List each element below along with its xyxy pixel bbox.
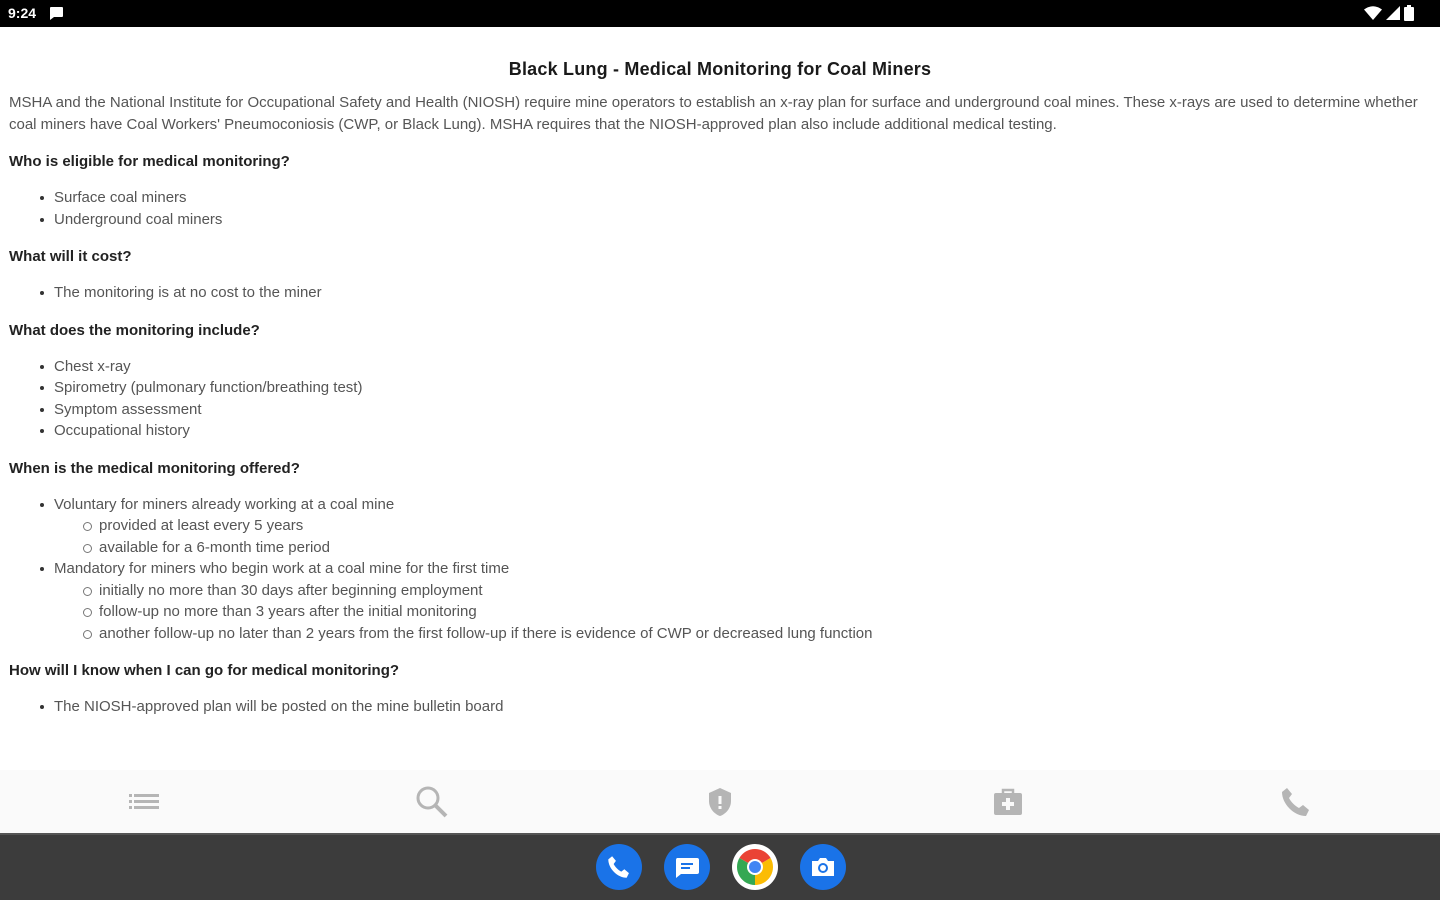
status-icons bbox=[1364, 5, 1414, 21]
list-item: Symptom assessment bbox=[9, 399, 1431, 421]
list-item: Chest x-ray bbox=[9, 356, 1431, 378]
phone-app-button[interactable] bbox=[596, 844, 642, 890]
messages-app-icon bbox=[673, 853, 701, 881]
nav-phone-button[interactable] bbox=[1152, 770, 1440, 833]
battery-icon bbox=[1404, 5, 1414, 21]
status-bar bbox=[0, 0, 1440, 27]
nav-shield-button[interactable] bbox=[576, 770, 864, 833]
sub-list-item: provided at least every 5 years bbox=[9, 515, 1431, 537]
section-question: When is the medical monitoring offered? bbox=[9, 459, 300, 477]
phone-icon bbox=[1279, 785, 1313, 819]
sub-list-item: initially no more than 30 days after beginning employment bbox=[9, 580, 1431, 602]
sub-list-item: available for a 6-month time period bbox=[9, 537, 1431, 559]
list-item: Underground coal miners bbox=[9, 209, 1431, 231]
nav-medical-button[interactable] bbox=[864, 770, 1152, 833]
chrome-app-icon bbox=[732, 844, 778, 890]
shield-icon bbox=[703, 785, 737, 819]
nav-search-button[interactable] bbox=[288, 770, 576, 833]
list-item: The NIOSH-approved plan will be posted on the mine bulletin board bbox=[9, 696, 1431, 718]
answer-list bbox=[9, 356, 1431, 442]
messages-app-button[interactable] bbox=[664, 844, 710, 890]
sub-list-item: follow-up no more than 3 years after the initial monitoring bbox=[9, 601, 1431, 623]
chrome-app-button[interactable] bbox=[732, 844, 778, 890]
system-dock bbox=[0, 833, 1440, 900]
list-item: Spirometry (pulmonary function/breathing test) bbox=[9, 377, 1431, 399]
section-question: What does the monitoring include? bbox=[9, 321, 260, 339]
first-aid-kit-icon bbox=[991, 785, 1025, 819]
answer-list bbox=[9, 187, 1431, 230]
list-item: The monitoring is at no cost to the miner bbox=[9, 282, 1431, 304]
answer-list bbox=[9, 282, 1431, 304]
nav-list-button[interactable] bbox=[0, 770, 288, 833]
camera-app-icon bbox=[809, 853, 837, 881]
wifi-icon bbox=[1364, 6, 1382, 20]
list-item: Mandatory for miners who begin work at a coal mine for the first time bbox=[9, 558, 1431, 580]
phone-app-icon bbox=[606, 854, 632, 880]
sub-list-item: another follow-up no later than 2 years from the first follow-up if there is evidence of CWP or decreased lung function bbox=[9, 623, 1431, 645]
intro-paragraph: MSHA and the National Institute for Occupational Safety and Health (NIOSH) require mine operators to establish an x-ray plan for surface and underground coal mines. These x-rays are used to determine whether coal miners have Coal Workers' Pneumoconiosis (CWP, or Black Lung). MSHA requires that the NIOSH-approved plan also include additional medical testing. bbox=[9, 94, 1418, 133]
article-content bbox=[0, 27, 1440, 770]
bottom-navigation bbox=[0, 770, 1440, 833]
list-icon bbox=[127, 785, 161, 819]
section-question: What will it cost? bbox=[9, 248, 132, 265]
status-time: 9:24 bbox=[8, 5, 37, 21]
search-icon bbox=[415, 785, 449, 819]
notification-icon bbox=[48, 6, 64, 20]
answer-list bbox=[9, 696, 1431, 718]
section-question: How will I know when I can go for medical monitoring? bbox=[9, 662, 400, 679]
signal-icon bbox=[1386, 6, 1400, 20]
camera-app-button[interactable] bbox=[800, 844, 846, 890]
list-item: Occupational history bbox=[9, 420, 1431, 442]
list-item: Voluntary for miners already working at a coal mine bbox=[9, 494, 1431, 516]
page-title: Black Lung - Medical Monitoring for Coal Miners bbox=[508, 59, 932, 79]
section-question: Who is eligible for medical monitoring? bbox=[9, 153, 290, 170]
answer-list bbox=[9, 494, 1431, 645]
list-item: Surface coal miners bbox=[9, 187, 1431, 209]
